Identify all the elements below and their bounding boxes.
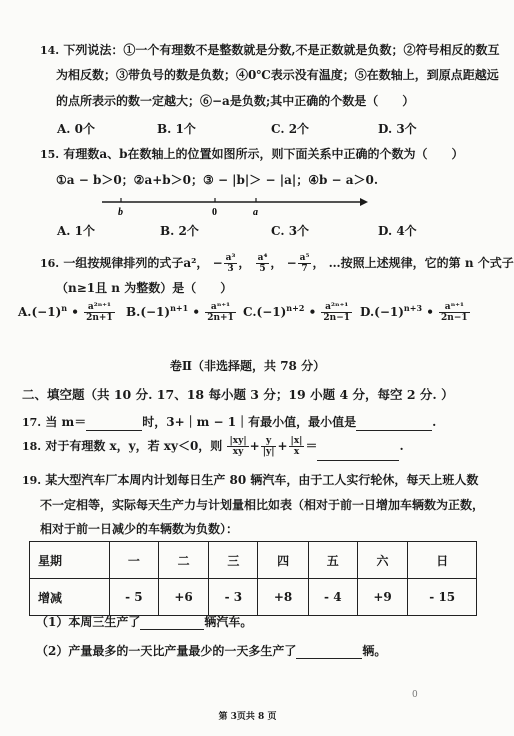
q14-option-c: C. 2个 bbox=[271, 122, 310, 136]
number-line bbox=[100, 192, 370, 218]
q17-text-1: 当 m＝ bbox=[45, 415, 87, 429]
label-0: 0 bbox=[212, 207, 217, 218]
q19-text-1: 某大型汽车厂本周内计划每日生产 80 辆汽车，由于工人实行轮休，每天上班人数 bbox=[45, 473, 479, 487]
section-2-heading: 二、填空题（共 10 分. 17、18 每小题 3 分；19 小题 4 分，每空 2 分. ） bbox=[22, 387, 454, 402]
q19-line-1 bbox=[22, 472, 478, 489]
q14-text-2: 为相反数；③带负号的数是负数；④0℃表示没有温度；⑤在数轴上，到原点距越远 bbox=[56, 68, 499, 82]
q18-blank[interactable] bbox=[317, 448, 399, 461]
q18-fraction-2: $\frac{y}{|y|}$ bbox=[262, 436, 275, 457]
q15-line-1 bbox=[40, 146, 464, 163]
table-cell: 增减 bbox=[30, 579, 110, 616]
table-header-cell: 二 bbox=[158, 542, 209, 579]
q15-option-b: B. 2个 bbox=[160, 224, 199, 238]
q15-option-a: A. 1个 bbox=[57, 224, 96, 238]
q14-line-1 bbox=[40, 42, 500, 59]
q16-term-1: − $\frac{\text{a³}}{3}$ ， bbox=[212, 253, 251, 274]
table-header-cell: 六 bbox=[357, 542, 408, 579]
production-table bbox=[29, 541, 477, 616]
table-header-cell: 三 bbox=[209, 542, 258, 579]
table-header-row bbox=[30, 542, 477, 579]
q18-fraction-1: $\frac{|xy|}{xy}$ bbox=[229, 436, 247, 457]
q15-number: 15. bbox=[40, 148, 60, 161]
q16-option-b: $B.(-1)^{n+1}$ • $\frac{\text{aⁿ⁺¹}}{2n+1}$ bbox=[126, 302, 234, 323]
q15-option-c: C. 3个 bbox=[271, 224, 310, 238]
q17-line bbox=[22, 414, 436, 431]
table-cell: - 4 bbox=[308, 579, 357, 616]
table-cell: +6 bbox=[158, 579, 209, 616]
q16-option-a: $A.(-1)^n$ • $\frac{\text{a²ⁿ⁺¹}}{2n+1}$ bbox=[18, 302, 113, 323]
q14-text-1: 下列说法：①一个有理数不是整数就是分数,不是正数就是负数；②符号相反的数互 bbox=[63, 43, 500, 57]
table-cell: +8 bbox=[258, 579, 309, 616]
label-a: a bbox=[253, 207, 258, 218]
number-line-arrow bbox=[360, 198, 368, 206]
table-header-cell: 四 bbox=[258, 542, 309, 579]
q15-text-2: ①a − b＞0；②a+b＞0；③ − |b|＞ − |a|；④b − a＞0. bbox=[56, 173, 379, 187]
q16-text-2: （n≥1且 n 为整数）是（ ） bbox=[56, 281, 233, 295]
table-header-cell: 一 bbox=[110, 542, 159, 579]
q16-option-d: $D.(-1)^{n+3}$ • $\frac{\text{aⁿ⁺¹}}{2n-1}$ bbox=[360, 302, 468, 323]
q19-text-2: 不一定相等，实际每天生产力与计划量相比如表（相对于前一日增加车辆数为正数， bbox=[40, 498, 485, 512]
q15-option-d: D. 4个 bbox=[378, 224, 417, 238]
q17-blank-2[interactable] bbox=[356, 418, 432, 431]
q16-text-pre: 一组按规律排列的式子a²， bbox=[63, 256, 209, 270]
q17-text-3: . bbox=[432, 415, 437, 429]
page-footer: 第 3页共 8 页 bbox=[218, 712, 277, 722]
q19-sub-2: （2）产量最多的一天比产量最少的一天多生产了 辆。 bbox=[36, 644, 387, 658]
q14-option-d: D. 3个 bbox=[378, 122, 417, 136]
table-cell: - 5 bbox=[110, 579, 159, 616]
q19-blank-1[interactable] bbox=[140, 617, 204, 630]
table-header-cell: 五 bbox=[308, 542, 357, 579]
q18-number: 18. bbox=[22, 440, 42, 453]
q19-text-3: 相对于前一日减少的车辆数为负数）： bbox=[40, 522, 239, 536]
q16-text-post: …按照上述规律，它的第 n 个式子 bbox=[328, 256, 514, 270]
q14-option-a: A. 0个 bbox=[57, 122, 96, 136]
q16-number: 16. bbox=[40, 257, 60, 270]
q19-number: 19. bbox=[22, 474, 42, 487]
q18-text-2: ＝ bbox=[305, 439, 318, 453]
q17-number: 17. bbox=[22, 416, 42, 429]
q16-term-3: − $\frac{\text{a⁵}}{7}$ ， bbox=[286, 253, 325, 274]
q16-line-1 bbox=[40, 250, 514, 277]
q14-option-b: B. 1个 bbox=[157, 122, 196, 136]
label-b: b bbox=[118, 207, 123, 218]
table-cell: +9 bbox=[357, 579, 408, 616]
q18-text-1: 对于有理数 x，y，若 xy＜0，则 bbox=[45, 439, 223, 453]
q19-blank-2[interactable] bbox=[296, 646, 362, 659]
q18-fraction-3: $\frac{|x|}{x}$ bbox=[290, 436, 303, 457]
q17-blank-1[interactable] bbox=[86, 418, 142, 431]
section-2-title: 卷Ⅱ（非选择题，共 78 分） bbox=[169, 359, 326, 373]
q16-term-2: $\frac{\text{a⁴}}{5}$ ， bbox=[257, 253, 283, 274]
q17-text-2: 时，3+｜m − 1｜有最小值，最小值是 bbox=[142, 415, 357, 429]
table-cell: - 15 bbox=[408, 579, 477, 616]
corner-mark: 0 bbox=[412, 690, 418, 700]
q14-number: 14. bbox=[40, 44, 60, 57]
table-row bbox=[30, 579, 477, 616]
table-header-cell: 日 bbox=[408, 542, 477, 579]
table-cell: - 3 bbox=[209, 579, 258, 616]
q15-text-1: 有理数a、b在数轴上的位置如图所示，则下面关系中正确的个数为（ ） bbox=[63, 147, 464, 161]
table-header-cell: 星期 bbox=[30, 542, 110, 579]
q19-sub-1: （1）本周三生产了 辆汽车。 bbox=[36, 615, 253, 629]
q16-option-c: $C.(-1)^{n+2}$ • $\frac{\text{a²ⁿ⁺¹}}{2n-1}$ bbox=[243, 302, 351, 323]
q18-line: 18. 对于有理数 x，y，若 xy＜0，则 $\frac{|xy|}{xy}$ + $\frac{y}{|y|}$ + $\frac{|x|}{x}$ ＝ . bbox=[22, 432, 404, 461]
q14-text-3: 的点所表示的数一定越大；⑥−a是负数;其中正确的个数是（ ） bbox=[56, 94, 415, 108]
q18-text-3: . bbox=[399, 439, 404, 453]
